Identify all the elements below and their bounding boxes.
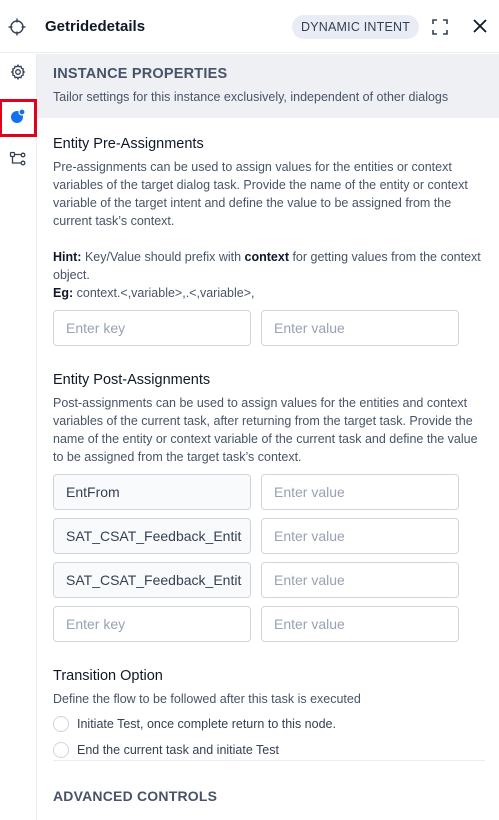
post-value-input[interactable]: [261, 606, 459, 642]
close-icon[interactable]: [472, 18, 488, 34]
side-rail: [0, 54, 37, 820]
post-assignments-description: Post-assignments can be used to assign values for the entities and context variables of the current task, after returning from the target task. Provide the name of the entity or context variable of the current task and define the value to be assigned from the target task’s context.: [53, 396, 478, 464]
radio-label: Initiate Test, once complete return to this node.: [77, 717, 336, 731]
gear-icon: [10, 64, 26, 85]
crosshair-node-icon: [8, 18, 26, 36]
radio-button[interactable]: [53, 742, 69, 758]
example-label: Eg:: [53, 286, 74, 300]
connections-tab[interactable]: [4, 147, 32, 175]
pre-key-input[interactable]: [53, 310, 251, 346]
pre-assignments-description: Pre-assignments can be used to assign values for the entities or context variables of the target dialog task. Provide the name of the entity or context variable of the target intent and define the value to be assigned from the current task’s context.: [53, 160, 468, 228]
intent-type-badge: DYNAMIC INTENT: [292, 15, 419, 39]
divider: [53, 760, 485, 761]
radio-label: End the current task and initiate Test: [77, 743, 279, 757]
pre-assignments-title: Entity Pre-Assignments: [53, 136, 204, 152]
transition-option-title: Transition Option: [53, 668, 163, 684]
post-key-input[interactable]: EntFrom: [53, 474, 251, 510]
expand-icon[interactable]: [431, 18, 449, 36]
pre-value-input[interactable]: [261, 310, 459, 346]
instance-properties-header: [37, 54, 499, 118]
section-heading: INSTANCE PROPERTIES: [53, 66, 228, 82]
post-key-input[interactable]: SAT_CSAT_Feedback_Entit: [53, 562, 251, 598]
transition-option-end[interactable]: [53, 742, 279, 758]
instance-properties-tab[interactable]: [2, 102, 34, 134]
post-assignments-title: Entity Post-Assignments: [53, 372, 211, 388]
post-value-input[interactable]: [261, 474, 459, 510]
advanced-controls-heading[interactable]: ADVANCED CONTROLS: [53, 788, 218, 804]
radio-button[interactable]: [53, 716, 69, 732]
settings-tab[interactable]: [4, 60, 32, 88]
branch-icon: [9, 151, 27, 172]
hint-text-2: for getting values from the context object.: [53, 250, 481, 282]
section-subtitle: Tailor settings for this instance exclusively, independent of other dialogs: [53, 90, 449, 104]
post-value-input[interactable]: [261, 518, 459, 554]
pre-assignments-hint: [53, 248, 485, 302]
panel-title: Getridedetails: [45, 18, 146, 35]
instance-properties-icon: [9, 107, 27, 130]
panel-header: [0, 0, 499, 53]
hint-bold: context: [244, 250, 289, 264]
transition-option-description: Define the flow to be followed after this task is executed: [53, 692, 361, 706]
hint-label: Hint:: [53, 250, 82, 264]
post-key-input[interactable]: [53, 606, 251, 642]
instance-properties-panel: [37, 54, 499, 820]
hint-text: Key/Value should prefix with: [81, 250, 245, 264]
post-key-input[interactable]: SAT_CSAT_Feedback_Entit: [53, 518, 251, 554]
post-value-input[interactable]: [261, 562, 459, 598]
transition-option-return[interactable]: [53, 716, 336, 732]
example-text: context.<,variable>,.<,variable>,: [73, 286, 255, 300]
